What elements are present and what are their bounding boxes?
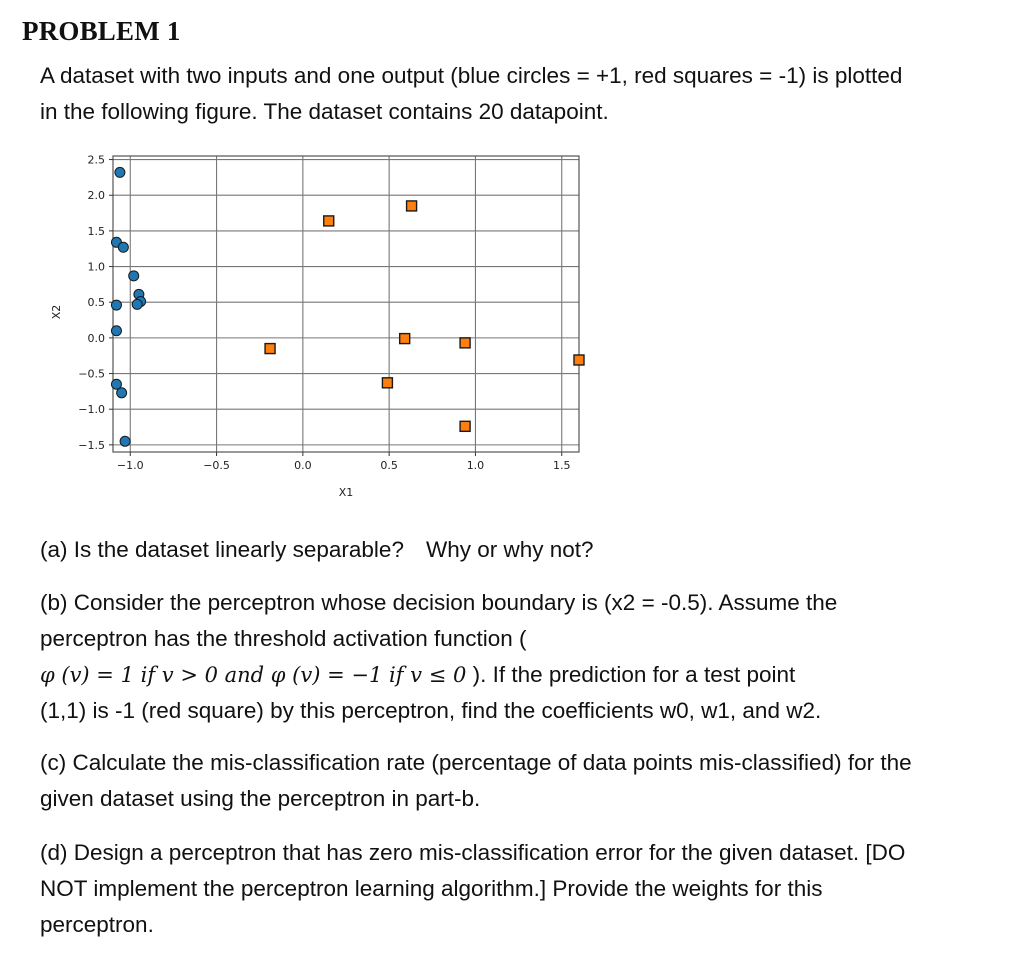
part-d-line-2: NOT implement the perceptron learning algorithm.] Provide the weights for this — [40, 876, 823, 901]
problem-title: PROBLEM 1 — [22, 16, 181, 46]
part-b-line-4: (1,1) is -1 (red square) by this perceptron, find the coefficients w0, w1, and w2. — [40, 698, 822, 723]
intro-line-1: A dataset with two inputs and one output (blue circles = +1, red squares = -1) is plotted — [40, 63, 903, 88]
x-tick-label: 1.5 — [552, 459, 571, 472]
part-d-line-3: perceptron. — [40, 912, 154, 937]
blue-circle-point — [132, 299, 142, 309]
red-square-point — [574, 355, 584, 365]
part-b-line-3 — [40, 657, 1000, 693]
red-square-point — [460, 338, 470, 348]
y-tick-label: −1.5 — [78, 438, 105, 452]
chart-ticks — [78, 154, 570, 472]
red-square-point — [407, 201, 417, 211]
red-square-point — [265, 344, 275, 354]
scatter-chart — [40, 150, 600, 518]
blue-circle-point — [129, 271, 139, 281]
y-tick-label: 0.5 — [87, 296, 105, 310]
y-tick-label: 2.0 — [87, 189, 105, 203]
part-c-line-2: given dataset using the perceptron in part-b. — [40, 786, 481, 811]
intro-paragraph — [40, 58, 1000, 130]
part-b — [40, 585, 1000, 729]
x-tick-label: 0.0 — [294, 459, 312, 472]
red-square-point — [400, 334, 410, 344]
part-d — [40, 835, 1000, 943]
y-tick-label: −0.5 — [78, 367, 105, 381]
blue-circle-point — [111, 326, 121, 336]
blue-circle-point — [117, 388, 127, 398]
x-axis-label: X1 — [338, 486, 354, 499]
y-tick-label: 2.5 — [87, 153, 105, 167]
part-a — [40, 532, 1000, 568]
red-square-point — [324, 216, 334, 226]
y-tick-label: 1.0 — [87, 260, 105, 274]
x-tick-label: 0.5 — [380, 459, 398, 472]
part-c-line-1: (c) Calculate the mis-classification rate (percentage of data points mis-classified) for the — [40, 750, 912, 775]
blue-circle-point — [120, 436, 130, 446]
y-axis-label: X2 — [50, 304, 63, 320]
blue-circle-point — [111, 300, 121, 310]
x-tick-label: −1.0 — [116, 459, 144, 472]
chart-grid — [113, 156, 579, 452]
part-a-followup: Why or why not? — [425, 537, 594, 562]
part-b-line-1: (b) Consider the perceptron whose decision boundary is (x2 = -0.5). Assume the — [40, 590, 838, 615]
part-c — [40, 745, 1000, 817]
blue-circle-point — [118, 242, 128, 252]
part-b-line-3-rest: ). If the prediction for a test point — [466, 662, 796, 687]
intro-line-2: in the following figure. The dataset contains 20 datapoint. — [40, 99, 609, 124]
y-tick-label: −1.0 — [78, 403, 105, 417]
x-tick-label: −0.5 — [203, 459, 230, 472]
chart-points — [111, 167, 584, 446]
y-tick-label: 0.0 — [87, 331, 105, 345]
y-tick-label: 1.5 — [87, 224, 105, 238]
part-b-line-2: perceptron has the threshold activation function ( — [40, 626, 527, 651]
red-square-point — [460, 421, 470, 431]
plot-frame — [113, 156, 579, 452]
red-square-point — [382, 378, 392, 388]
blue-circle-point — [115, 167, 125, 177]
activation-formula: φ (v) = 1 if v > 0 and φ (v) = −1 if v ≤ 0 — [40, 663, 467, 687]
part-a-question: (a) Is the dataset linearly separable? — [40, 537, 404, 562]
x-tick-label: 1.0 — [466, 459, 485, 472]
part-d-line-1: (d) Design a perceptron that has zero mis-classification error for the given dataset. [DO — [40, 840, 906, 865]
